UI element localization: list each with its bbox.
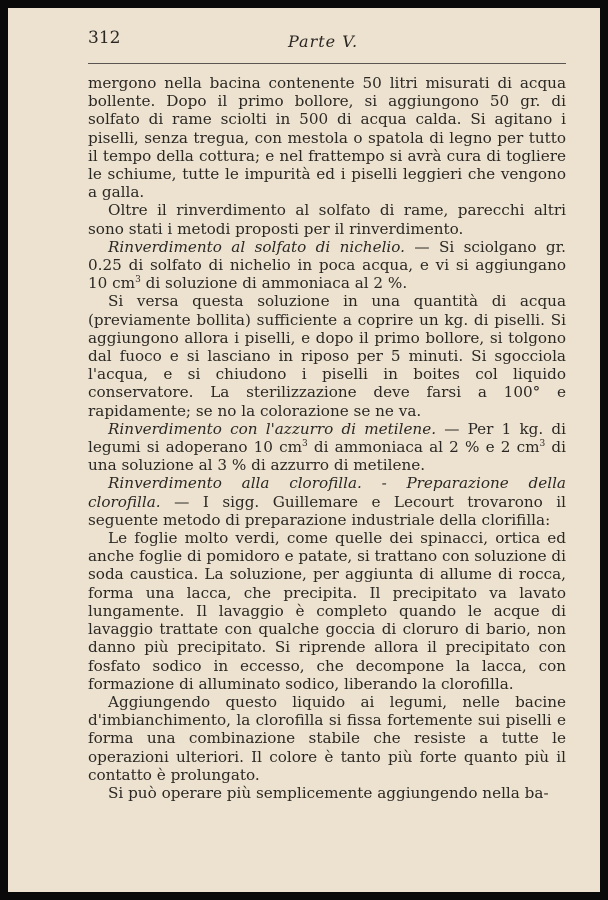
body-text — [88, 74, 566, 802]
section-title-metilene: Rinverdimento con l'azzurro di metilene. — [108, 419, 437, 438]
section-title-nichelio: Rinverdimento al solfato di nichelio. — [108, 237, 405, 256]
paragraph-clorofilla: Rinverdimento alla clorofilla. - Preparazione della clorofilla. — I sigg. Guillemare e Lecourt trovarono il seguente metodo di preparazione industriale della clorifilla: — [88, 474, 566, 529]
paragraph-nichelio: Rinverdimento al solfato di nichelio. — Si sciolgano gr. 0.25 di solfato di nichelio in poca acqua, e vi si aggiungano 10 $cm^3$ di soluzione di ammoniaca al 2 %. — [88, 237, 566, 293]
header-rule — [88, 63, 566, 64]
page-number: 312 — [88, 28, 121, 48]
paragraph-foglie: Le foglie molto verdi, come quelle dei spinacci, ortica ed anche foglie di pomidoro e patate, si trattano con soluzione di soda caustica. La soluzione, per aggiunta di allume di rocca, forma una lacca, che precipita. Il precipitato va lavato lungamente. Il lavaggio è completo quando le acque di lavaggio trattate con qualche goccia di cloruro di bario, non danno più precipitato. Si riprende allora il precipitato con fosfato sodico in eccesso, che decompone la lacca, con formazione di alluminato sodico, liberando la clorofilla. — [88, 529, 567, 693]
paragraph-procedure: Si versa questa soluzione in una quantità di acqua (previamente bollita) sufficiente a coprire un kg. di piselli. Si aggiungono allora i piselli, e dopo il primo bollore, si tolgono dal fuoco e si lasciano in riposo per 5 minuti. Si sgocciola l'acqua, e si chiudono i piselli in boites col liquido conservatore. La sterilizzazione deve farsi a 100° e rapidamente; se no la colorazione se ne va. — [88, 292, 566, 420]
section-title-clorofilla: Rinverdimento alla clorofilla. - Preparazione della clorofilla. — [88, 474, 566, 511]
paragraph-final: Si può operare più semplicemente aggiungendo nella ba- — [108, 783, 549, 802]
paragraph-continuation: mergono nella bacina contenente 50 litri misurati di acqua bollente. Dopo il primo bollore, si aggiungono 50 gr. di solfato di rame sciolti in 500 di acqua calda. Si agitano i piselli, senza tregua, con mestola o spatola di legno per tutto il tempo della cottura; e nel frattempo si avrà cura di togliere le schiume, tutte le impurità ed i piselli leggieri che vengono a galla. — [88, 74, 566, 202]
paragraph-legumi: Aggiungendo questo liquido ai legumi, nelle bacine d'imbianchimento, la clorofilla si fissa fortemente sui piselli e forma una combinazione stabile che resiste a tutte le operazioni ulteriori. Il colore è tanto più forte quanto più il contatto è prolungato. — [88, 692, 566, 784]
paragraph-metilene: Rinverdimento con l'azzurro di metilene. — Per 1 kg. di legumi si adoperano 10 $cm^3$ di ammoniaca al 2 % e 2 $cm^3$ di una soluzione al 3 % di azzurro di metilene. — [88, 419, 566, 475]
running-title: Parte V. — [288, 32, 359, 51]
page-header — [88, 28, 568, 60]
book-page — [8, 8, 600, 892]
paragraph-methods: Oltre il rinverdimento al solfato di rame, parecchi altri sono stati i metodi proposti per il rinverdimento. — [88, 201, 566, 238]
